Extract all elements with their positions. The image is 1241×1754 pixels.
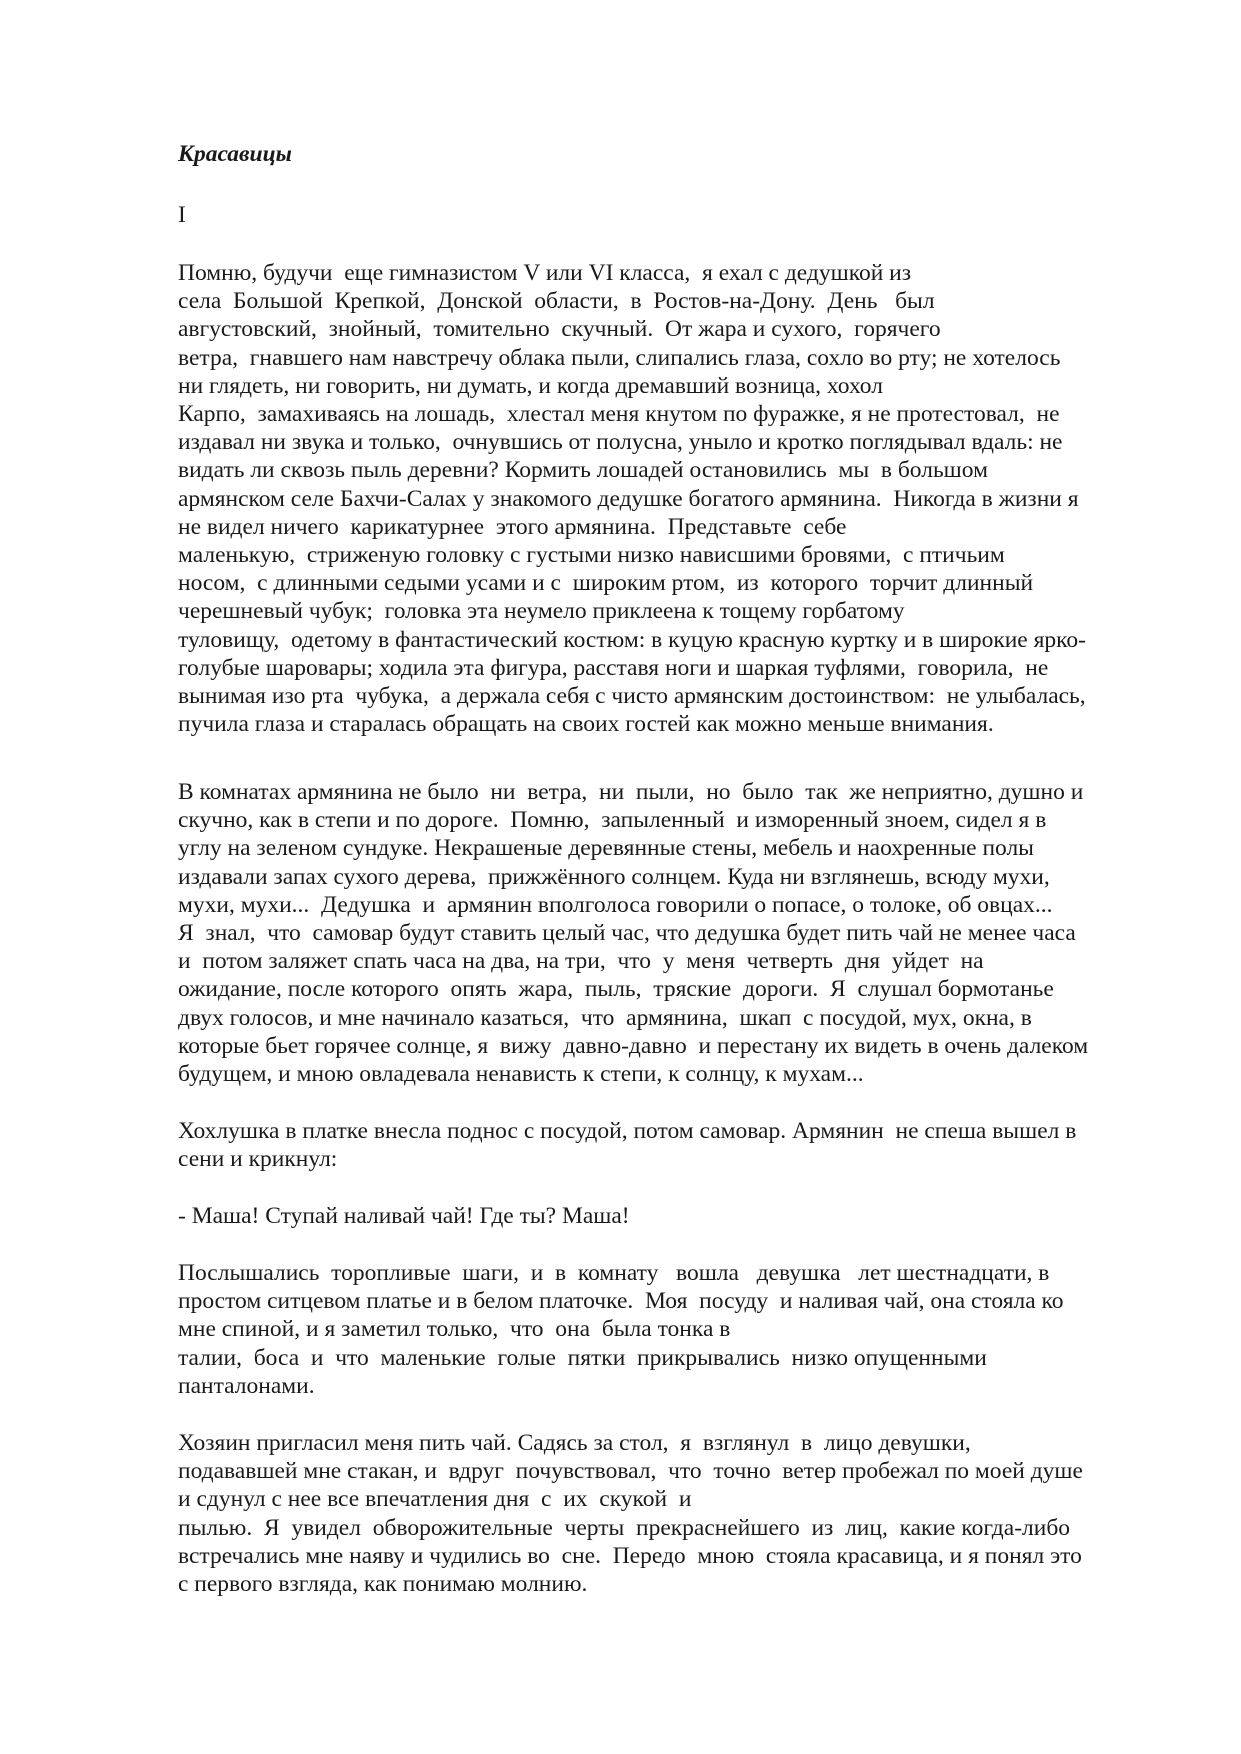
text-line: скучно, как в степи и по дороге. Помню, запыленный и изморенный зноем, сидел я в [178,807,1047,834]
text-line: голубые шаровары; ходила эта фигура, расставя ноги и шаркая туфлями, говорила, не [178,654,1049,681]
text-line: армянском селе Бахчи-Салах у знакомого дедушке богатого армянина. Никогда в жизни я [178,485,1079,512]
text-line: села Большой Крепкой, Донской области, в Ростов-на-Дону. День был [178,288,935,315]
text-line: видать ли сквозь пыль деревни? Кормить лошадей остановились мы в большом [178,457,988,484]
text-line: двух голосов, и мне начинало казаться, что армянина, шкап с посудой, мух, окна, в [178,1004,1032,1031]
paragraph-4 [178,1202,1188,1230]
text-line: черешневый чубук; головка эта неумело приклеена к тощему горбатому [178,598,905,625]
text-line: Хозяин пригласил меня пить чай. Садясь за стол, я взглянул в лицо девушки, [178,1430,971,1456]
text-line: и потом заляжет спать часа на два, на три, что у меня четверть дня уйдет на [178,948,984,975]
text-line: мне спиной, и я заметил только, что она была тонка в [178,1316,731,1343]
text-line: углу на зеленом сундуке. Некрашеные деревянные стены, мебель и наохренные полы [178,835,1034,862]
paragraph-2 [178,778,1188,1088]
chapter-number: I [178,202,186,228]
paragraph-5 [178,1259,1188,1400]
paragraph-3 [178,1117,1188,1173]
text-line: с первого взгляда, как понимаю молнию. [178,1571,588,1598]
text-line: панталонами. [178,1372,315,1399]
text-line: сени и крикнул: [178,1146,338,1173]
text-line: будущем, и мною овладевала ненависть к степи, к солнцу, к мухам... [178,1061,864,1088]
text-line: туловищу, одетому в фантастический костюм: в куцую красную куртку и в широкие ярко- [178,626,1086,653]
text-line: Послышались торопливые шаги, и в комнату вошла девушка лет шестнадцати, в [178,1260,1050,1286]
text-line: В комнатах армянина не было ни ветра, ни пыли, но было так же неприятно, душно и [178,779,1084,805]
text-line: мухи, мухи... Дедушка и армянин вполголоса говорили о попасе, о толоке, об овцах... [178,891,1053,918]
story-title: Красавицы [178,141,292,167]
text-line: талии, боса и что маленькие голые пятки прикрывались низко опущенными [178,1344,987,1371]
text-line: и сдунул с нее все впечатления дня с их скукой и [178,1486,692,1513]
text-line: Я знал, что самовар будут ставить целый час, что дедушка будет пить чай не менее часа [178,920,1076,947]
text-line: издавал ни звука и только, очнувшись от полусна, уныло и кротко поглядывал вдаль: не [178,429,1063,456]
text-line: которые бьет горячее солнце, я вижу давно-давно и перестану их видеть в очень далеком [178,1032,1089,1059]
text-line: простом ситцевом платье и в белом платочке. Моя посуду и наливая чай, она стояла ко [178,1288,1064,1315]
text-line: маленькую, стриженую головку с густыми низко нависшими бровями, с птичьим [178,542,1005,569]
text-line: издавали запах сухого дерева, прижжённого солнцем. Куда ни взглянешь, всюду мухи, [178,863,1050,890]
text-line: подававшей мне стакан, и вдруг почувствовал, что точно ветер пробежал по моей душе [178,1458,1083,1485]
text-line: Хохлушка в платке внесла поднос с посудой, потом самовар. Армянин не спеша вышел в [178,1118,1077,1144]
text-line: ни глядеть, ни говорить, ни думать, и когда дремавший возница, хохол [178,372,883,399]
text-line: - Маша! Ступай наливай чай! Где ты? Маша! [178,1203,630,1229]
paragraph-1 [178,259,1188,738]
paragraph-6 [178,1429,1188,1598]
text-line: пучила глаза и старалась обращать на своих гостей как можно меньше внимания. [178,711,994,738]
text-line: Помню, будучи еще гимназистом V или VI класса, я ехал с дедушкой из [178,260,912,286]
text-line: пылью. Я увидел обворожительные черты прекраснейшего из лиц, какие когда-либо [178,1514,1071,1541]
text-line: ветра, гнавшего нам навстречу облака пыли, слипались глаза, сохло во рту; не хотелось [178,344,1061,371]
text-line: Карпо, замахиваясь на лошадь, хлестал меня кнутом по фуражке, я не протестовал, не [178,401,1060,428]
text-line: августовский, знойный, томительно скучный. От жара и сухого, горячего [178,316,941,343]
text-line: встречались мне наяву и чудились во сне. Передо мною стояла красавица, и я понял это [178,1542,1082,1569]
text-line: ожидание, после которого опять жара, пыль, тряские дороги. Я слушал бормотанье [178,976,1054,1003]
text-line: не видел ничего карикатурнее этого армянина. Представьте себе [178,513,847,540]
text-line: носом, с длинными седыми усами и с широким ртом, из которого торчит длинный [178,570,1034,597]
text-line: вынимая изо рта чубука, а держала себя с чисто армянским достоинством: не улыбалась, [178,683,1086,710]
